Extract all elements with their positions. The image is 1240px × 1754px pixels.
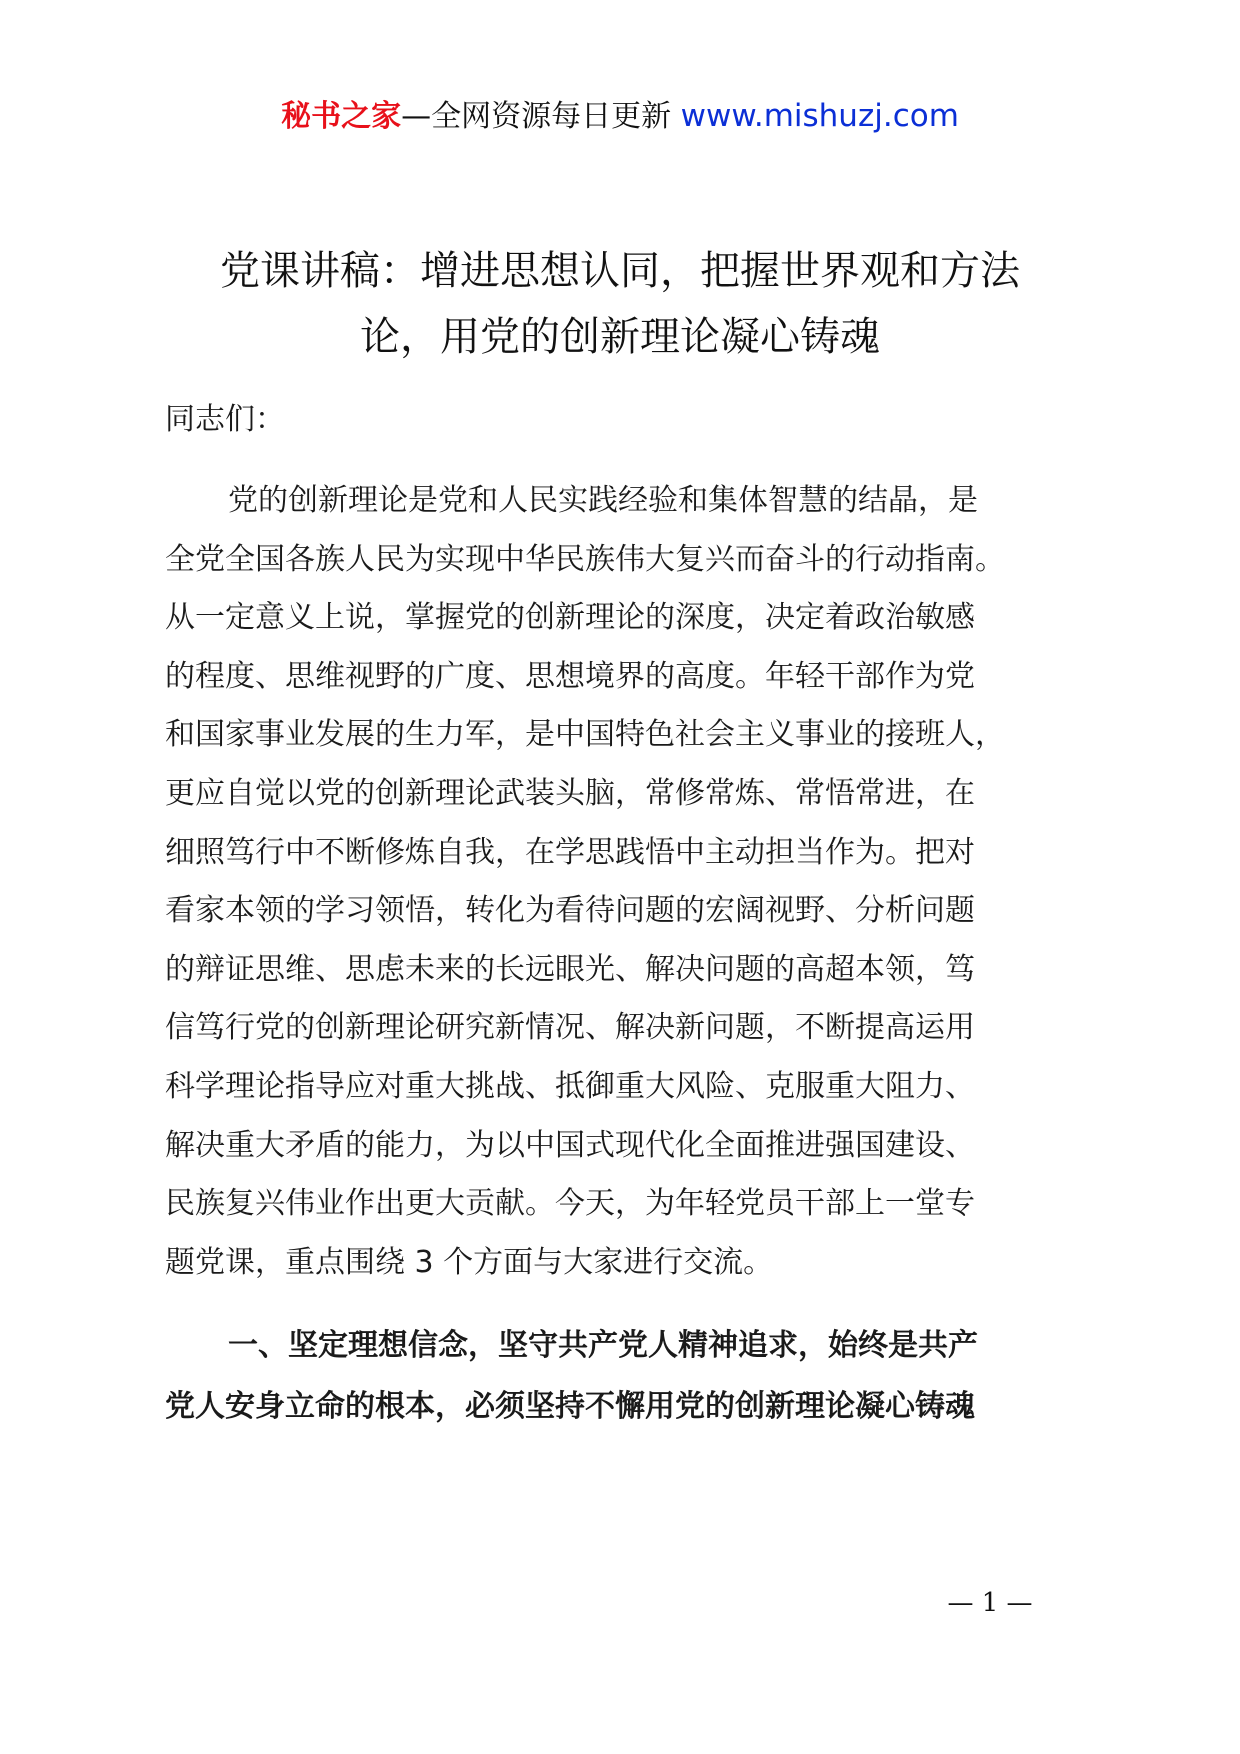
paragraph-line: 民族复兴伟业作出更大贡献。今天，为年轻党员干部上一堂专 [165, 1186, 975, 1222]
heading-line-2: 党人安身立命的根本，必须坚持不懈用党的创新理论凝心铸魂 [165, 1389, 975, 1424]
paragraph-line: 细照笃行中不断修炼自我，在学思践悟中主动担当作为。把对 [165, 834, 975, 870]
header-tagline: —全网资源每日更新 [401, 99, 672, 134]
paragraph-line: 和国家事业发展的生力军，是中国特色社会主义事业的接班人， [165, 717, 1005, 753]
site-url-link[interactable]: www.mishuzj.com [680, 98, 959, 134]
section-1-heading [165, 1315, 1095, 1437]
intro-paragraph [165, 472, 1095, 1292]
paragraph-line: 科学理论指导应对重大挑战、抵御重大风险、克服重大阻力、 [165, 1068, 975, 1104]
title-line-1: 党课讲稿：增进思想认同，把握世界观和方法 [220, 248, 1020, 294]
heading-line-1: 一、坚定理想信念，坚守共产党人精神追求，始终是共产 [228, 1328, 978, 1363]
paragraph-line: 解决重大矛盾的能力，为以中国式现代化全面推进强国建设、 [165, 1127, 975, 1163]
paragraph-line: 全党全国各族人民为实现中华民族伟大复兴而奋斗的行动指南。 [165, 541, 1005, 577]
paragraph-line: 的程度、思维视野的广度、思想境界的高度。年轻干部作为党 [165, 658, 975, 694]
paragraph-line: 的辩证思维、思虑未来的长远眼光、解决问题的高超本领，笃 [165, 951, 975, 987]
salutation: 同志们： [165, 402, 285, 437]
paragraph-line: 题党课，重点围绕 3 个方面与大家进行交流。 [165, 1244, 774, 1280]
paragraph-line: 看家本领的学习领悟，转化为看待问题的宏阔视野、分析问题 [165, 893, 975, 929]
title-line-2: 论，用党的创新理论凝心铸魂 [360, 314, 880, 360]
document-title [160, 238, 1080, 370]
paragraph-line: 从一定意义上说，掌握党的创新理论的深度，决定着政治敏感 [165, 600, 975, 636]
paragraph-line: 更应自觉以党的创新理论武装头脑，常修常炼、常悟常进，在 [165, 775, 975, 811]
paragraph-line: 党的创新理论是党和人民实践经验和集体智慧的结晶，是 [228, 483, 978, 518]
site-header [0, 96, 1240, 137]
brand-name: 秘书之家 [281, 99, 402, 134]
paragraph-line: 信笃行党的创新理论研究新情况、解决新问题，不断提高运用 [165, 1010, 975, 1046]
page-number: — 1 — [947, 1588, 1033, 1618]
